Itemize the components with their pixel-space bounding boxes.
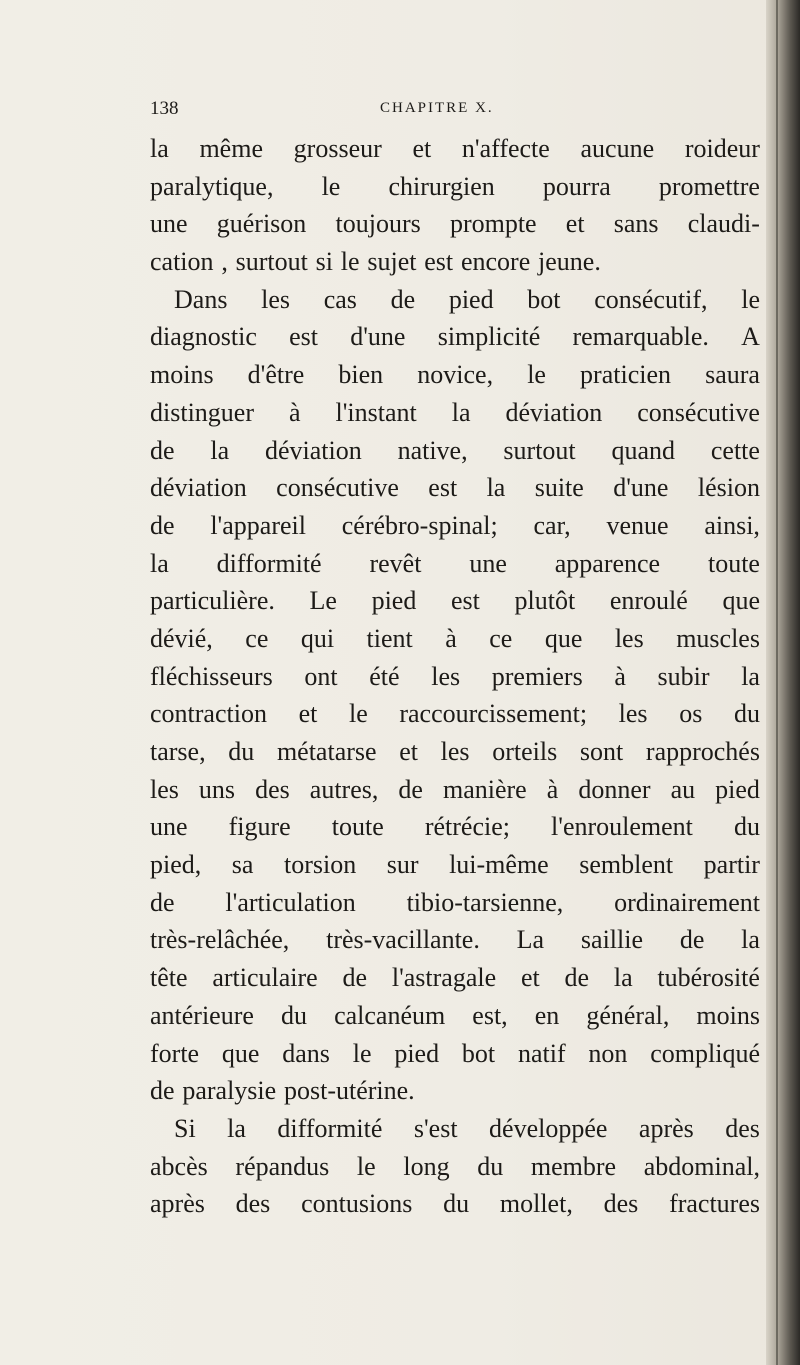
body-text xyxy=(150,130,760,1223)
text-line: antérieure du calcanéum est, en général, moins xyxy=(150,1000,760,1030)
text-line: de la déviation native, surtout quand cette xyxy=(150,435,760,465)
text-line: les uns des autres, de manière à donner au pied xyxy=(150,774,760,804)
text-line: après des contusions du mollet, des fractures xyxy=(150,1189,760,1219)
text-line: abcès répandus le long du membre abdominal, xyxy=(150,1151,760,1181)
text-line: déviation consécutive est la suite d'une lésion xyxy=(150,473,760,503)
text-line: diagnostic est d'une simplicité remarquable. A xyxy=(150,322,760,352)
text-line: tête articulaire de l'astragale et de la tubérosité xyxy=(150,963,760,993)
text-line: très-relâchée, très-vacillante. La saillie de la xyxy=(150,925,760,955)
text-line: cation , surtout si le sujet est encore jeune. xyxy=(150,247,601,277)
text-line: pied, sa torsion sur lui-même semblent partir xyxy=(150,850,760,880)
page-edge-shadow xyxy=(766,0,800,1365)
text-line: la difformité revêt une apparence toute xyxy=(150,548,760,578)
text-line: de l'appareil cérébro-spinal; car, venue ainsi, xyxy=(150,510,760,540)
text-line: moins d'être bien novice, le praticien saura xyxy=(150,360,760,390)
text-line: la même grosseur et n'affecte aucune roideur xyxy=(150,134,760,163)
text-line: une guérison toujours prompte et sans claudi- xyxy=(150,209,760,239)
text-line: tarse, du métatarse et les orteils sont rapprochés xyxy=(150,737,760,766)
running-header xyxy=(150,98,750,122)
text-line: Si la difformité s'est développée après des xyxy=(174,1113,760,1143)
text-line: de paralysie post-utérine. xyxy=(150,1076,415,1106)
text-line: contraction et le raccourcissement; les os du xyxy=(150,699,760,729)
text-line: fléchisseurs ont été les premiers à subir la xyxy=(150,661,760,691)
text-line: Dans les cas de pied bot consécutif, le xyxy=(174,284,760,314)
page-edge-line xyxy=(776,0,778,1365)
text-line: une figure toute rétrécie; l'enroulement du xyxy=(150,812,760,842)
text-line: forte que dans le pied bot natif non compliqué xyxy=(150,1038,760,1068)
text-line: particulière. Le pied est plutôt enroulé que xyxy=(150,586,760,616)
text-line: paralytique, le chirurgien pourra promettre xyxy=(150,171,760,201)
chapter-title: CHAPITRE X. xyxy=(380,100,494,116)
text-line: dévié, ce qui tient à ce que les muscles xyxy=(150,623,760,653)
text-line: de l'articulation tibio-tarsienne, ordinairement xyxy=(150,887,760,917)
page-number: 138 xyxy=(150,98,179,119)
text-line: distinguer à l'instant la déviation consécutive xyxy=(150,397,760,427)
